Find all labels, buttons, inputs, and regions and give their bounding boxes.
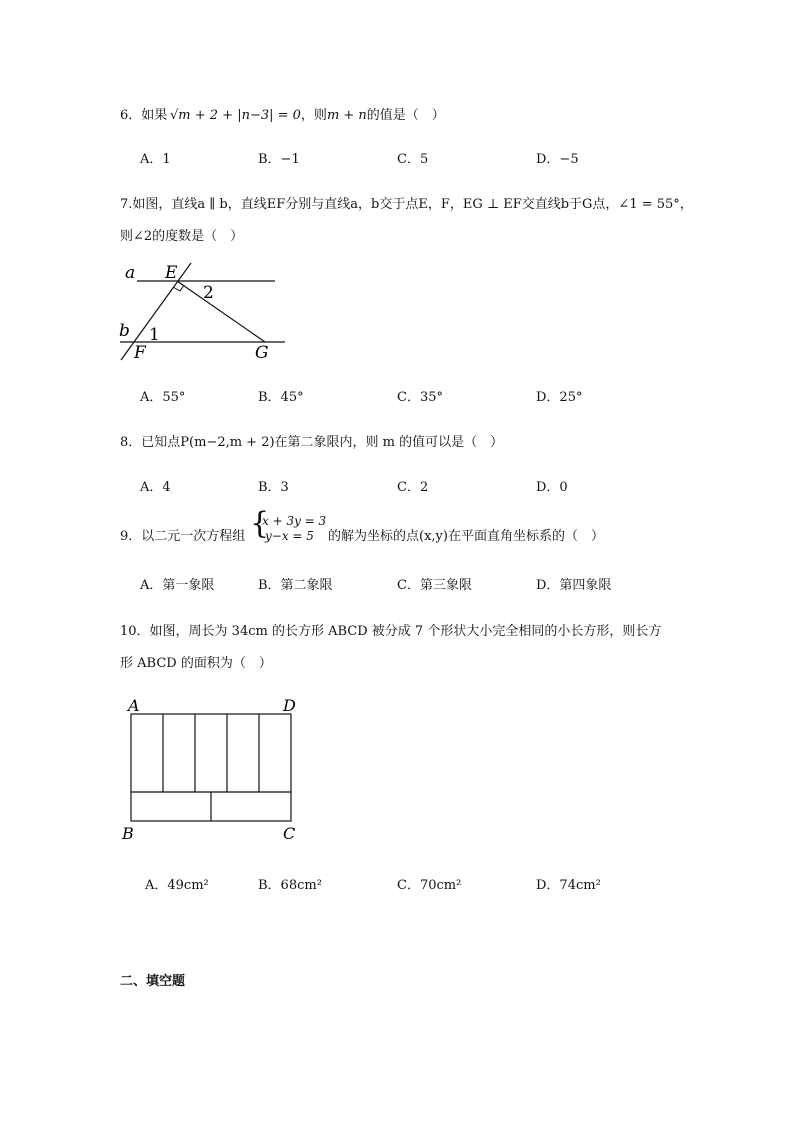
- label-g: G: [255, 343, 269, 363]
- question-10-line1: 10．如图，周长为 34cm 的长方形 ABCD 被分成 7 个形状大小完全相同的小长方形，则长方: [120, 624, 662, 639]
- q9-option-c[interactable]: C．第三象限: [397, 578, 472, 593]
- label-e: E: [165, 263, 178, 283]
- rectangle-abcd-figure: [118, 693, 308, 848]
- q8-option-d[interactable]: D．0: [536, 480, 568, 495]
- label-a-vertex: A: [128, 696, 140, 715]
- equation-1: x + 3y = 3: [262, 514, 327, 528]
- label-b: b: [119, 321, 130, 341]
- question-7-line2: 则∠2的度数是（ ）: [120, 229, 244, 244]
- q8-option-c[interactable]: C．2: [397, 480, 429, 495]
- question-8-stem: 8．已知点P(m−2,m + 2)在第二象限内，则 m 的值可以是（ ）: [120, 435, 504, 450]
- q10-option-b[interactable]: B．68cm²: [258, 878, 322, 893]
- q7-option-b[interactable]: B．45°: [258, 390, 304, 405]
- q10-option-a[interactable]: A．49cm²: [145, 878, 209, 893]
- q7-option-d[interactable]: D．25°: [536, 390, 583, 405]
- q10-option-c[interactable]: C．70cm²: [397, 878, 462, 893]
- label-b-vertex: B: [122, 824, 134, 843]
- q8-option-b[interactable]: B．3: [258, 480, 289, 495]
- equation-2: y−x = 5: [265, 529, 314, 543]
- question-9-stem-suffix: 的解为坐标的点(x,y)在平面直角坐标系的（ ）: [328, 529, 604, 544]
- system-brace: {: [250, 506, 270, 541]
- q6-option-c[interactable]: C．5: [397, 152, 429, 167]
- label-angle-1: 1: [149, 325, 160, 345]
- q9-option-a[interactable]: A．第一象限: [140, 578, 215, 593]
- q6-option-a[interactable]: A．1: [140, 152, 171, 167]
- label-f: F: [134, 343, 146, 363]
- question-7-line1: 7.如图，直线a ∥ b，直线EF分别与直线a，b交于点E，F，EG ⊥ EF交直线b于G点，∠1 = 55°，: [120, 197, 693, 212]
- parallel-lines-figure: [115, 260, 295, 370]
- label-c-vertex: C: [283, 824, 296, 843]
- q6-option-d[interactable]: D．−5: [536, 152, 579, 167]
- q10-option-d[interactable]: D．74cm²: [536, 878, 601, 893]
- question-6-stem: 6．如果: [120, 108, 168, 123]
- q6-option-b[interactable]: B．−1: [258, 152, 300, 167]
- question-10-line2: 形 ABCD 的面积为（ ）: [120, 656, 272, 671]
- q8-option-a[interactable]: A．4: [140, 480, 171, 495]
- q9-option-d[interactable]: D．第四象限: [536, 578, 612, 593]
- q7-option-c[interactable]: C．35°: [397, 390, 443, 405]
- q9-option-b[interactable]: B．第二象限: [258, 578, 333, 593]
- q7-option-a[interactable]: A．55°: [140, 390, 186, 405]
- label-angle-2: 2: [203, 283, 214, 303]
- question-9-stem-prefix: 9．以二元一次方程组: [120, 529, 246, 544]
- question-6-math: √m + 2 + |n−3| = 0，则m + n的值是（ ）: [170, 108, 445, 123]
- section-title: 二、填空题: [120, 974, 186, 989]
- label-d-vertex: D: [283, 696, 296, 715]
- label-a: a: [125, 263, 136, 283]
